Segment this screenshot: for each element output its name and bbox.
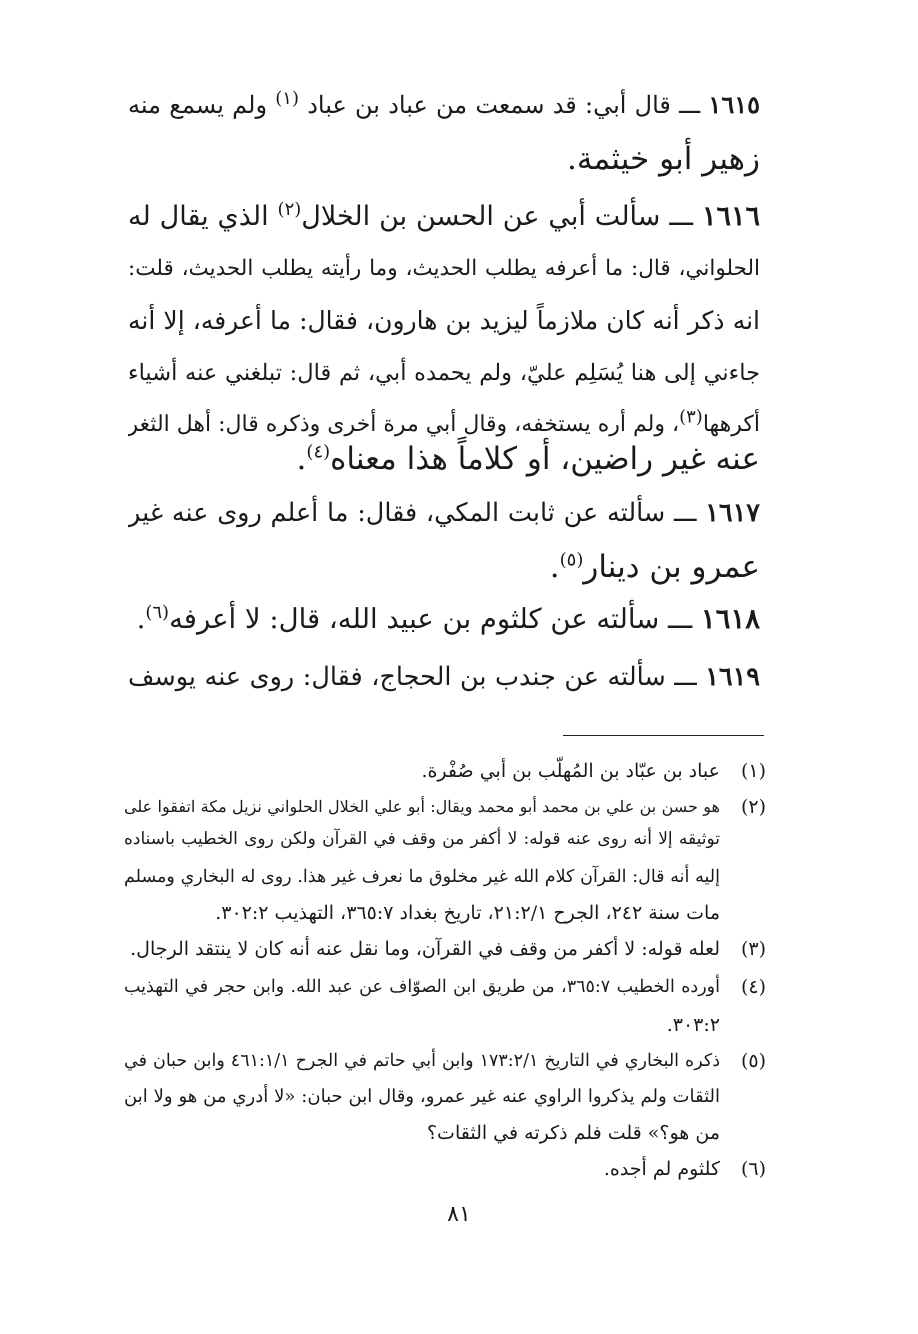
footnote-ref: (٣) xyxy=(679,406,703,428)
footnote-4-line-2 xyxy=(124,1010,766,1040)
footnote-5-line-2 xyxy=(124,1082,766,1112)
footnote-6 xyxy=(124,1154,766,1184)
footnote-2-line-1 xyxy=(124,792,766,822)
footnote-3 xyxy=(124,934,766,964)
entry-number: ١٦١٥ xyxy=(708,90,760,119)
footnote-text: أورده الخطيب ٣٦٥:٧، من طريق ابن الصوّاف عن عبد الله. وابن حجر في التهذيب xyxy=(124,977,720,997)
page-number: ٨١ xyxy=(447,1202,471,1227)
footnote-number: (٣) xyxy=(740,938,766,960)
footnote-text: هو حسن بن علي بن محمد أبو محمد ويقال: أبو علي الخلال الحلواني نزيل مكة اتفقوا على xyxy=(124,797,720,816)
footnote-2-line-4 xyxy=(124,898,766,928)
entry-number: ١٦١٧ xyxy=(705,498,760,528)
entry-1616-line-1: ١٦١٦ ـــ سألت أبي عن الحسن بن الخلال$^{(٢)}$ الذي يقال له xyxy=(128,199,760,232)
footnote-5-line-1 xyxy=(124,1046,766,1076)
entry-1616-line-3: انه ذكر أنه كان ملازماً ليزيد بن هارون، فقال: ما أعرفه، إلا أنه xyxy=(128,306,760,335)
footnote-2-line-2 xyxy=(124,824,766,854)
footnote-ref: (٥) xyxy=(559,549,584,571)
footnote-text: عباد بن عبّاد بن المُهلّب بن أبي صُفْرة. xyxy=(421,760,720,782)
entry-1616-line-4: جاءني إلى هنا يُسَلِم عليّ، ولم يحمده أبي، ثم قال: تبلغني عنه أشياء xyxy=(128,360,760,386)
footnote-separator xyxy=(563,735,764,736)
entry-number: ١٦١٨ xyxy=(700,603,760,635)
footnote-number: (١) xyxy=(740,760,766,782)
footnote-text: توثيقه إلا أنه روى عنه قوله: لا أكفر من وقف في القرآن ولكن روى الخطيب باسناده xyxy=(124,829,720,849)
footnote-text: لعله قوله: لا أكفر من وقف في القرآن، وما نقل عنه أنه كان لا ينتقد الرجال. xyxy=(130,938,720,960)
footnote-number: (٥) xyxy=(740,1050,766,1072)
entry-1615-line-2: زهير أبو خيثمة. xyxy=(566,141,760,177)
footnote-number: (٤) xyxy=(740,976,766,998)
footnote-ref: (٦) xyxy=(145,601,170,623)
footnote-number: (٢) xyxy=(740,796,766,818)
footnote-ref: (٢) xyxy=(277,199,302,220)
footnote-text: مات سنة ٢٤٢، الجرح ٢١:٢/١، تاريخ بغداد ٣٦٥:٧، التهذيب ٣٠٢:٢. xyxy=(215,902,720,924)
footnote-ref: (٤) xyxy=(306,441,331,463)
entry-1618-line-1: ١٦١٨ ـــ سألته عن كلثوم بن عبيد الله، قال: لا أعرفه$^{(٦)}$. xyxy=(136,601,760,635)
entry-1615-line-1: ١٦١٥ ـــ قال أبي: قد سمعت من عباد بن عباد $^{(١)}$ ولم يسمع منه xyxy=(128,88,760,119)
footnote-2-line-3 xyxy=(124,862,766,892)
entry-1616-line-2: الحلواني، قال: ما أعرفه يطلب الحديث، وما رأيته يطلب الحديث، قلت: xyxy=(128,256,760,281)
entry-1619-line-1: ١٦١٩ ـــ سألته عن جندب بن الحجاج، فقال: روى عنه يوسف xyxy=(128,662,760,692)
footnote-ref: (١) xyxy=(275,88,299,109)
footnote-1 xyxy=(124,756,766,786)
footnote-text: من هو؟» قلت فلم ذكرته في الثقات؟ xyxy=(426,1122,720,1144)
entry-number: ١٦١٩ xyxy=(705,662,760,692)
entry-1617-line-1: ١٦١٧ ـــ سألته عن ثابت المكي، فقال: ما أعلم روى عنه غير xyxy=(128,498,760,528)
footnote-text: ذكره البخاري في التاريخ ١٧٣:٢/١ وابن أبي حاتم في الجرح ٤٦١:١/١ وابن حبان في xyxy=(124,1051,720,1071)
footnote-5-line-3 xyxy=(124,1118,766,1148)
entry-1617-line-2: عمرو بن دينار$^{(٥)}$. xyxy=(549,549,760,585)
footnote-text: إليه أنه قال: القرآن كلام الله غير مخلوق ما نعرف غير هذا. روى له البخاري ومسلم xyxy=(124,867,720,887)
entry-1616-line-5: أكرهها$^{(٣)}$، ولم أره يستخفه، وقال أبي مرة أخرى وذكره قال: أهل الثغر xyxy=(128,406,760,437)
entry-1616-line-6: عنه غير راضين، أو كلاماً هذا معناه$^{(٤)}$. xyxy=(296,441,760,477)
footnote-4-line-1 xyxy=(124,972,766,1002)
entry-number: ١٦١٦ xyxy=(701,201,760,232)
footnote-text: الثقات ولم يذكروا الراوي عنه غير عمرو، وقال ابن حبان: «لا أدري من هو ولا ابن xyxy=(124,1086,720,1107)
footnote-number: (٦) xyxy=(740,1158,766,1180)
footnote-text: كلثوم لم أجده. xyxy=(603,1158,720,1180)
footnote-text: ٣٠٣:٢. xyxy=(666,1014,720,1036)
